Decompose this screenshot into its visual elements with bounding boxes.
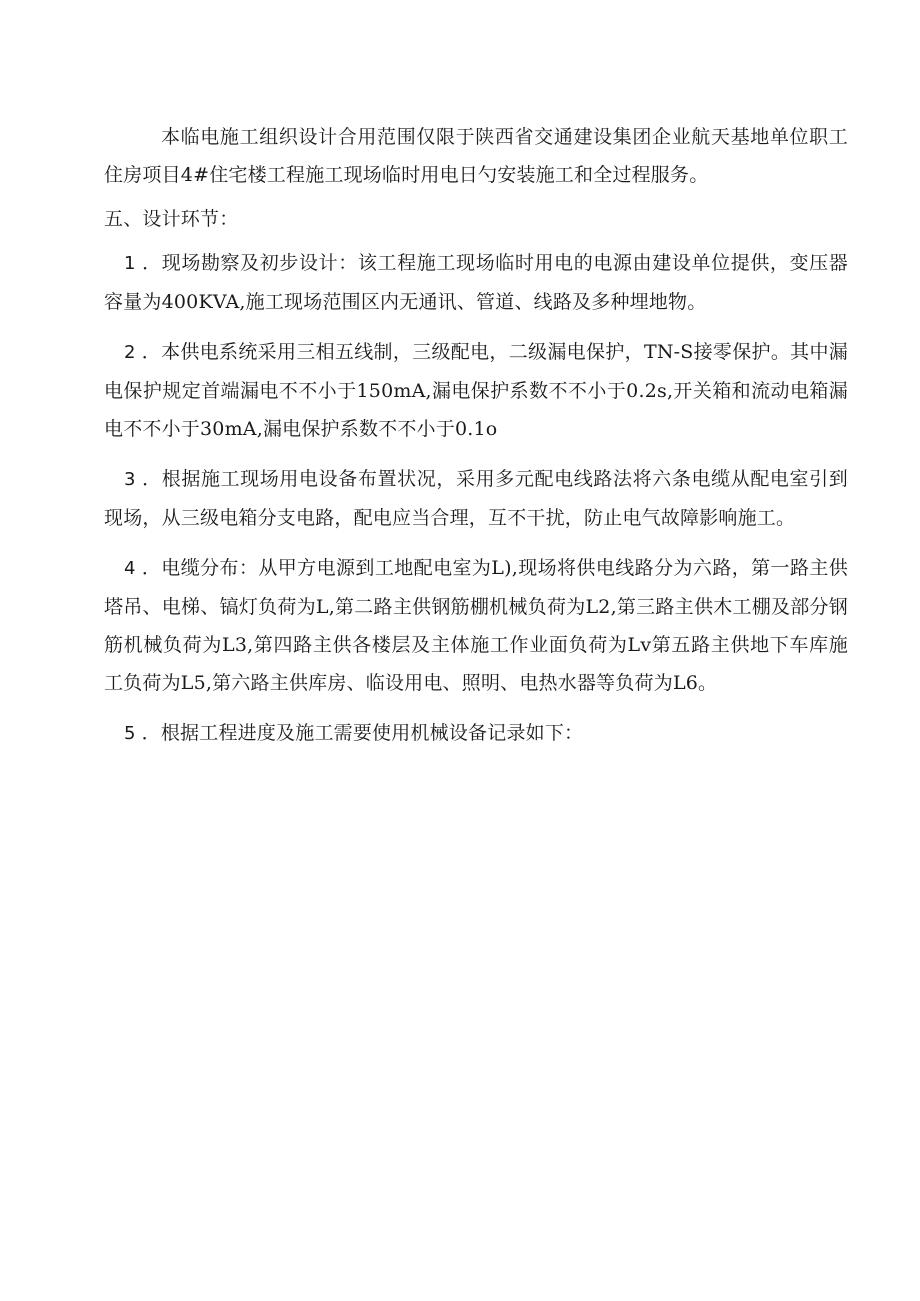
- list-item: [104, 460, 848, 537]
- list-item-text: ．现场勘察及初步设计：该工程施工现场临时用电的电源由建设单位提供，变压器容量为400KVA,施工现场范围区内无通讯、管道、线路及多种埋地物。: [104, 252, 848, 313]
- list-item-text: ．根据工程进度及施工需要使用机械设备记录如下：: [141, 722, 584, 744]
- list-item-text: ．根据施工现场用电设备布置状况，采用多元配电线路法将六条电缆从配电室引到现场，从三级电箱分支电路，配电应当合理，互不干扰，防止电气故障影响施工。: [104, 468, 848, 529]
- list-item: [104, 244, 848, 321]
- list-item-number: 1: [124, 253, 136, 274]
- list-item-text: ．本供电系统采用三相五线制，三级配电，二级漏电保护，TN-S接零保护。其中漏电保护规定首端漏电不不小于150mA,漏电保护系数不不小于0.2s,开关箱和流动电箱漏电不不小于30mA,漏电保护系数不不小于0.1o: [104, 341, 848, 440]
- list-item-number: 3: [124, 469, 136, 490]
- list-item: [104, 714, 848, 753]
- list-item-text: ．电缆分布：从甲方电源到工地配电室为L),现场将供电线路分为六路，第一路主供塔吊、电梯、镐灯负荷为L,第二路主供钢筋棚机械负荷为L2,第三路主供木工棚及部分钢筋机械负荷为L3,第四路主供各楼层及主体施工作业面负荷为Lv第五路主供地下车库施工负荷为L5,第六路主供库房、临设用电、照明、电热水器等负荷为L6。: [104, 557, 848, 694]
- list-item: [104, 333, 848, 448]
- list-item-number: 2: [124, 342, 136, 363]
- section-heading: 五、设计环节：: [104, 208, 239, 230]
- list-item-number: 5: [124, 723, 136, 744]
- list-item: [104, 549, 848, 702]
- document-body: [104, 118, 848, 759]
- list-item-number: 4: [124, 558, 136, 579]
- intro-paragraph: 本临电施工组织设计合用范围仅限于陕西省交通建设集团企业航天基地单位职工住房项目4#住宅楼工程施工现场临时用电日勺安装施工和全过程服务。: [104, 126, 848, 186]
